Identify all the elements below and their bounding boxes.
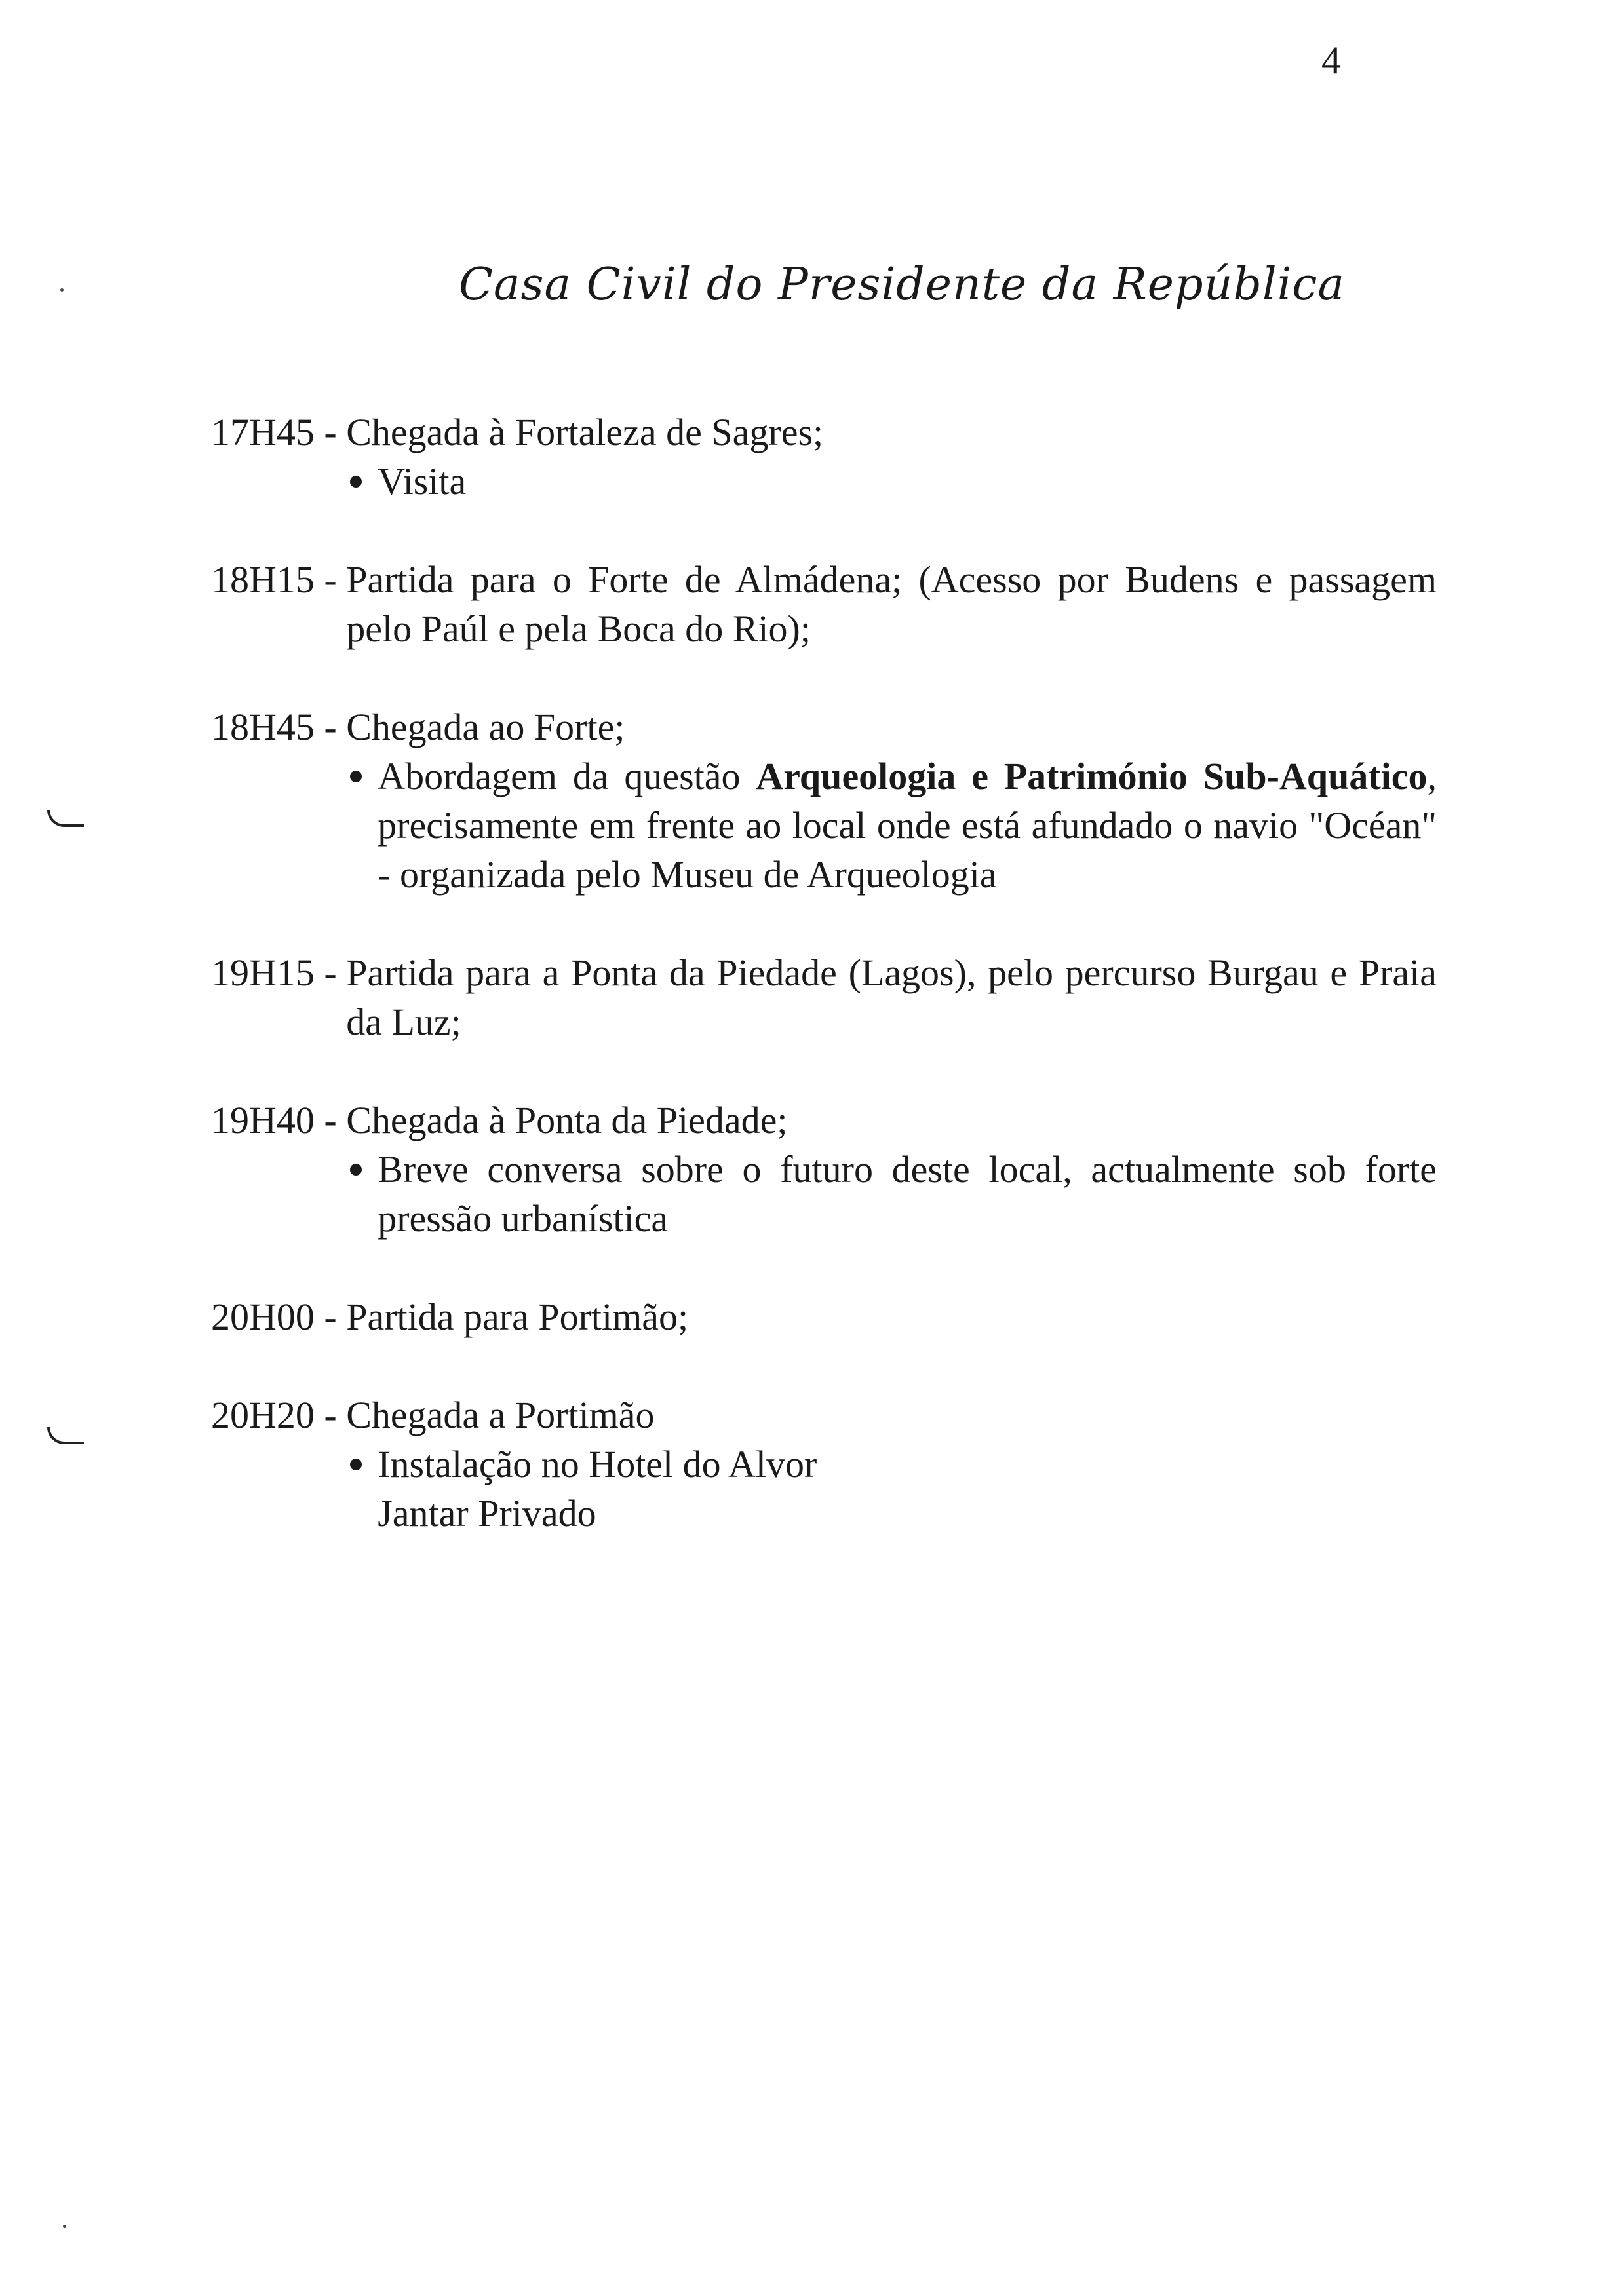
schedule-entry: 17H45 - Chegada à Fortaleza de Sagres; Visita <box>211 408 1437 506</box>
bullet-icon <box>346 1145 378 1243</box>
schedule <box>211 408 1437 1538</box>
margin-mark <box>47 810 84 827</box>
bullet-text: Breve conversa sobre o futuro deste local, actualmente sob forte pressão urbanística <box>378 1148 1437 1240</box>
scan-dot <box>60 288 64 292</box>
schedule-entry: 19H15 - Partida para a Ponta da Piedade (Lagos), pelo percurso Burgau e Praia da Luz; <box>211 948 1437 1046</box>
bullet-text: Abordagem da questão Arqueologia e Património Sub-Aquático, precisamente em frente ao local onde está afundado o navio "Océan" - organizada pelo Museu de Arqueologia <box>378 755 1437 896</box>
letterhead: Casa Civil do Presidente da República <box>459 259 1346 311</box>
bullet-text: Instalação no Hotel do Alvor <box>378 1443 817 1485</box>
entry-time: 18H15 <box>211 558 315 601</box>
margin-mark <box>47 1427 84 1444</box>
entry-time: 17H45 <box>211 411 315 453</box>
schedule-entry: 20H20 - Chegada a Portimão Instalação no Hotel do Alvor Jantar Privado <box>211 1390 1437 1538</box>
page-number: 4 <box>1321 39 1341 82</box>
entry-title: Chegada ao Forte; <box>346 706 625 748</box>
entry-bullet <box>346 1440 1437 1538</box>
bullet-icon <box>346 1440 378 1538</box>
schedule-entry: 18H45 - Chegada ao Forte; Abordagem da questão Arqueologia e Património Sub-Aquático, precisamente em frente ao local onde está afundado o navio "Océan" - organizada pelo Museu de Arqueologia <box>211 702 1437 899</box>
entry-time: 18H45 <box>211 706 315 748</box>
schedule-entry: 18H15 - Partida para o Forte de Almádena; (Acesso por Budens e passagem pelo Paúl e pela Boca do Rio); <box>211 555 1437 653</box>
entry-bullet <box>346 1145 1437 1243</box>
schedule-entry: 20H00 - Partida para Portimão; <box>211 1292 1437 1341</box>
bullet-icon <box>346 752 378 899</box>
entry-title: Chegada à Fortaleza de Sagres; <box>346 411 824 453</box>
entry-title: Partida para o Forte de Almádena; (Acesso por Budens e passagem pelo Paúl e pela Boca do Rio); <box>346 558 1437 650</box>
entry-time: 20H20 <box>211 1394 315 1436</box>
entry-bullet <box>346 457 1437 506</box>
bullet-continuation: Jantar Privado <box>378 1492 596 1535</box>
entry-title: Partida para a Ponta da Piedade (Lagos), pelo percurso Burgau e Praia da Luz; <box>346 951 1437 1043</box>
entry-time: 20H00 <box>211 1295 315 1338</box>
scan-dot <box>63 2225 66 2228</box>
schedule-entry: 19H40 - Chegada à Ponta da Piedade; Breve conversa sobre o futuro deste local, actualmente sob forte pressão urbanística <box>211 1096 1437 1243</box>
entry-title: Chegada a Portimão <box>346 1394 655 1436</box>
entry-title: Partida para Portimão; <box>346 1295 689 1338</box>
entry-title: Chegada à Ponta da Piedade; <box>346 1099 788 1141</box>
entry-time: 19H40 <box>211 1099 315 1141</box>
bullet-icon <box>346 457 378 506</box>
bold-topic: Arqueologia e Património Sub-Aquático <box>756 755 1428 797</box>
entry-time: 19H15 <box>211 951 315 994</box>
bullet-text: Visita <box>378 460 467 503</box>
entry-bullet <box>346 752 1437 899</box>
